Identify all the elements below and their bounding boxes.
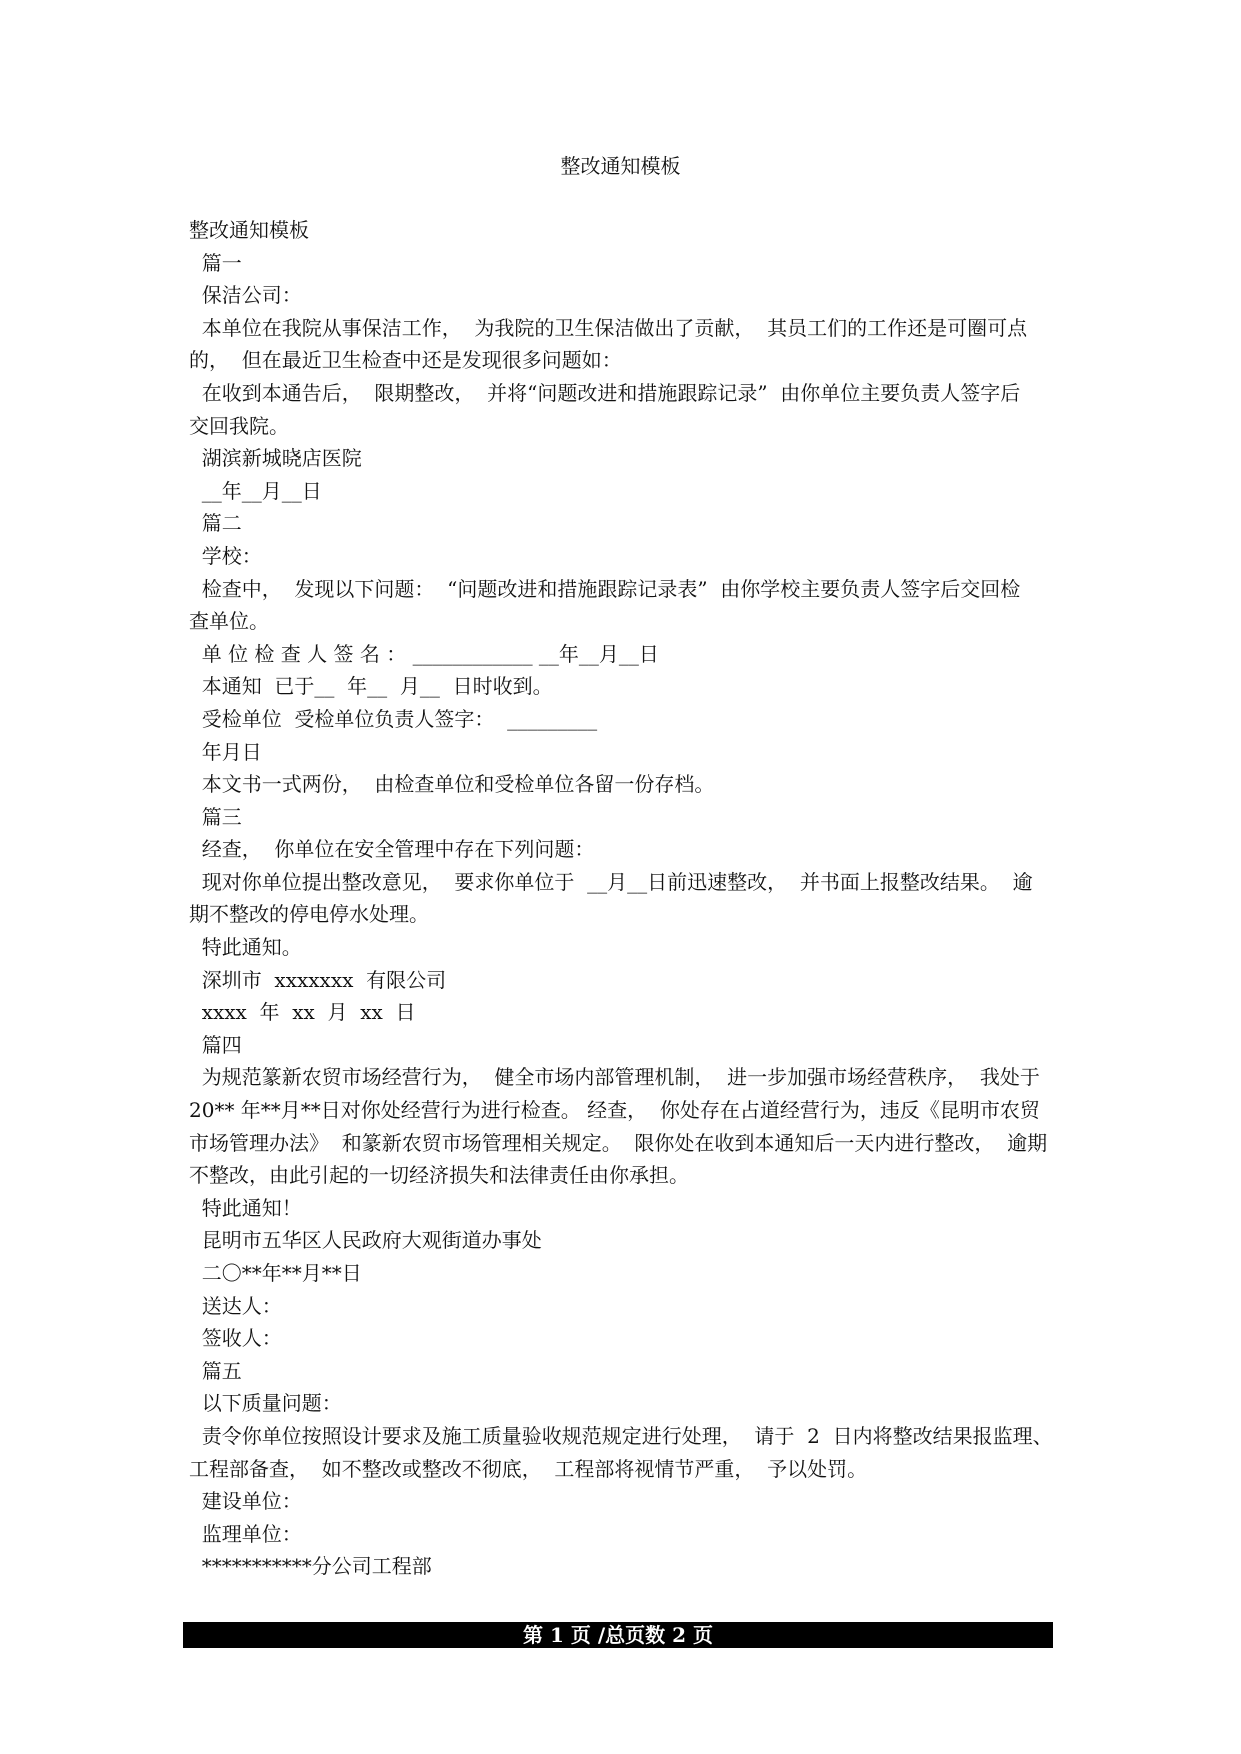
body-line: 以下质量问题： xyxy=(189,1391,342,1416)
page-footer xyxy=(183,1622,1053,1648)
page-title: 整改通知模板 xyxy=(560,154,681,178)
body-line: 现对你单位提出整改意见， 要求你单位于 __月__日前迅速整改， 并书面上报整改结果。 逾 xyxy=(189,869,1033,894)
body-line: 篇五 xyxy=(189,1358,242,1383)
body-line: 单 位 检 查 人 签 名 ： ____________ __年__月__日 xyxy=(189,641,659,666)
body-line: 保洁公司： xyxy=(189,283,302,308)
body-line: 建设单位： xyxy=(189,1489,302,1514)
body-line: 为规范篆新农贸市场经营行为， 健全市场内部管理机制， 进一步加强市场经营秩序， 我处于 xyxy=(189,1065,1040,1090)
body-line: 监理单位： xyxy=(189,1521,302,1546)
body-line: 篇四 xyxy=(189,1032,242,1057)
body-line: 在收到本通告后， 限期整改， 并将“问题改进和措施跟踪记录” 由你单位主要负责人签字后 xyxy=(189,380,1021,405)
body-line: 经查， 你单位在安全管理中存在下列问题： xyxy=(189,837,595,862)
body-line: 特此通知。 xyxy=(189,935,302,960)
body-line: 的， 但在最近卫生检查中还是发现很多问题如： xyxy=(189,348,622,373)
body-line: __年__月__日 xyxy=(189,478,322,503)
body-line: 年月日 xyxy=(189,739,262,764)
body-line: 查单位。 xyxy=(189,609,269,634)
body-line: 学校： xyxy=(189,543,262,568)
body-line: 受检单位 受检单位负责人签字： _________ xyxy=(189,706,598,731)
body-line: 本文书一式两份， 由检查单位和受检单位各留一份存档。 xyxy=(189,772,715,797)
body-line: 交回我院。 xyxy=(189,413,289,438)
body-line: 篇三 xyxy=(189,804,242,829)
body-line: xxxx 年 xx 月 xx 日 xyxy=(189,1000,416,1025)
body-line: 不整改，由此引起的一切经济损失和法律责任由你承担。 xyxy=(189,1163,689,1188)
body-line: 昆明市五华区人民政府大观街道办事处 xyxy=(189,1228,542,1253)
body-line: 深圳市 xxxxxxx 有限公司 xyxy=(189,967,447,992)
body-line: 期不整改的停电停水处理。 xyxy=(189,902,429,927)
body-line: 篇一 xyxy=(189,250,242,275)
body-line: ***********分公司工程部 xyxy=(189,1554,432,1579)
body-line: 市场管理办法》 和篆新农贸市场管理相关规定。 限你处在收到本通知后一天内进行整改， 逾期 xyxy=(189,1130,1048,1155)
body-line: 篇二 xyxy=(189,511,242,536)
body-line: 本单位在我院从事保洁工作， 为我院的卫生保洁做出了贡献， 其员工们的工作还是可圈可点 xyxy=(189,315,1028,340)
body-line: 湖滨新城晓店医院 xyxy=(189,446,362,471)
body-line: 整改通知模板 xyxy=(189,218,309,242)
document-body xyxy=(189,214,1089,1583)
body-line: 20** 年**月**日对你处经营行为进行检查。 经查， 你处存在占道经营行为，违反《昆明市农贸 xyxy=(189,1098,1040,1123)
body-line: 工程部备查， 如不整改或整改不彻底， 工程部将视情节严重， 予以处罚。 xyxy=(189,1456,868,1481)
body-line: 责令你单位按照设计要求及施工质量验收规范规定进行处理， 请于 2 日内将整改结果报监理、 xyxy=(189,1423,1053,1448)
page-number-label: 第 1 页 /总页数 2 页 xyxy=(523,1623,713,1647)
body-line: 二〇**年**月**日 xyxy=(189,1261,362,1285)
body-line: 送达人： xyxy=(189,1293,282,1318)
body-line: 检查中， 发现以下问题： “问题改进和措施跟踪记录表” 由你学校主要负责人签字后交回检 xyxy=(189,576,1021,601)
body-line: 特此通知！ xyxy=(189,1195,302,1220)
body-line: 签收人： xyxy=(189,1326,282,1351)
body-line: 本通知 已于__ 年__ 月__ 日时收到。 xyxy=(189,674,553,699)
